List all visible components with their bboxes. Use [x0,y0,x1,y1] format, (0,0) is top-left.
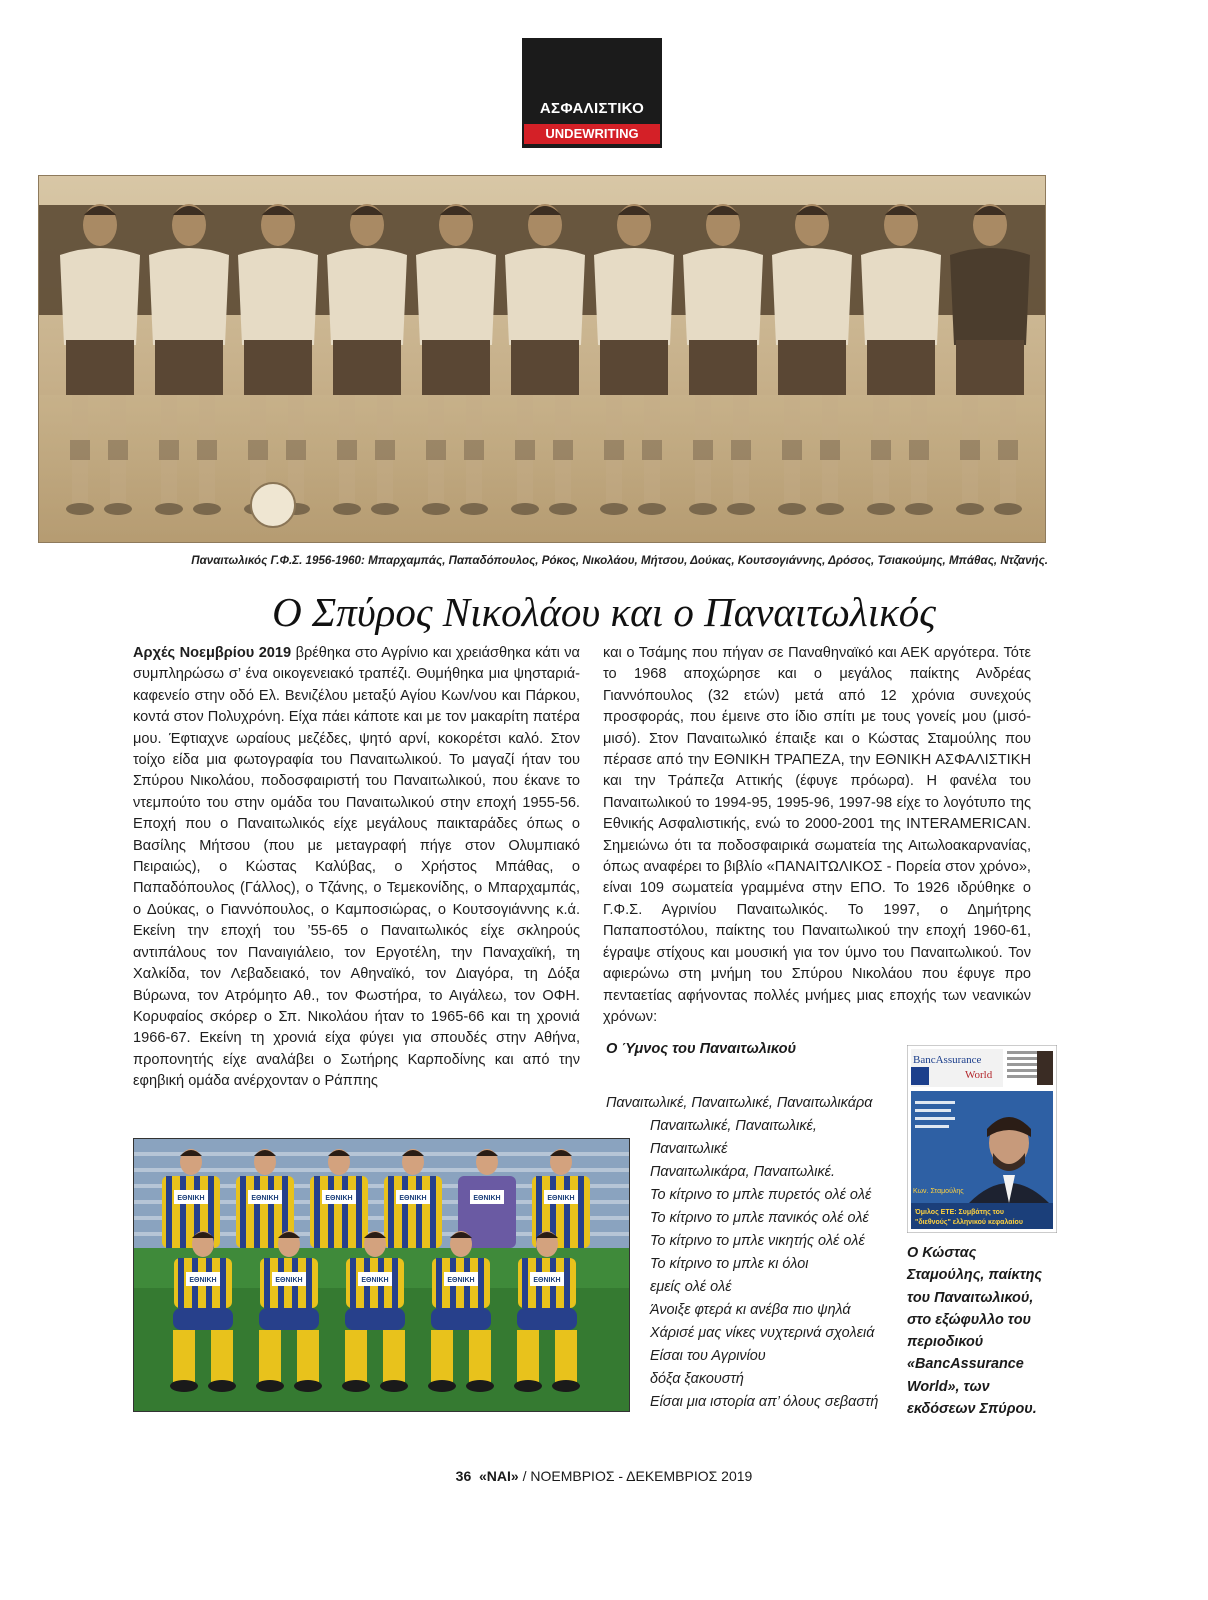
page-number: 36 [455,1468,472,1484]
jersey-sponsor-label: ΕΘΝΙΚΗ [361,1277,389,1284]
cover-masthead-sub: World [965,1069,993,1081]
article-lead: Αρχές Νοεμβρίου 2019 [133,645,292,661]
article-text-right: και ο Τσάμης που πήγαν σε Παναθηναϊκό και ΑΕΚ αργότερα. Τότε το 1968 αποχώρησε και ο μεγάλος παίκτης Ανδρέας Γιαννόπουλος (32 ετών) μετά από 12 χρόνια συνεχούς προσφοράς, που έμεινε στο ίδιο σπίτι με τους γονείς μου (μισό-μισό). Στον Παναιτωλικό έπαιξε και ο Κώστας Σταμούλης που πέρασε από την ΕΘΝΙΚΗ ΤΡΑΠΕΖΑ, την ΕΘΝΙΚΗ ΑΣΦΑΛΙΣΤΙΚΗ και την Τράπεζα Αττικής (έφυγε πρόωρα). Η φανέλα του Παναιτωλικού το 1994-95, 1995-96, 1997-98 είχε το λογότυπο της Εθνικής Ασφαλιστικής, ενώ το 2000-2001 της INTERAMERICAN. Σημειώνω ότι τα ποδοσφαιρικά σωματεία της Αιτωλοακαρνανίας, όπως αναφέρει το βιβλίο «ΠΑΝΑΙΤΩΛΙΚΟΣ - Πορεία στον χρόνο», είναι 109 σωματεία γραμμένα στην ΕΠΟ. Το 1926 ιδρύθηκε ο Γ.Φ.Σ. Αγρινίου Παναιτωλικός. Το 1997, ο Δημήτρης Παπαποστόλου, παίκτης του Παναιτωλικού την εποχή 1960-61, έγραψε στίχους και μουσική για τον ύμνο του Παναιτωλικού. Τον αφιερώνω στη μνήμη του Σπύρου Νικολάου που έφυγε προ πενταετίας αφήνοντας πολλές μνήμες μιας εποχής των νεανικών χρόνων: [603,645,1031,1025]
anthem-line: Είσαι του Αγρινίου [650,1348,766,1364]
cover-headline-name: Κων. Σταμούλης [913,1188,964,1195]
section-label-english: UNDEWRITING [524,124,660,144]
jersey-sponsor-label: ΕΘΝΙΚΗ [399,1195,427,1202]
modern-team-photo [133,1138,630,1412]
magazine-cover [907,1045,1057,1233]
anthem-line: Το κίτρινο το μπλε νικητής ολέ ολέ [650,1233,865,1249]
jersey-sponsor-label: ΕΘΝΙΚΗ [275,1277,303,1284]
cover-masthead: BancAssurance [913,1054,982,1066]
article-column-left [133,643,580,1093]
cover-caption: Ο Κώστας Σταμούλης, παίκτης του Παναιτωλικού, στο εξώφυλλο του περιοδικού «BancAssurance World», των εκδόσεων Σπύρου. [907,1245,1043,1418]
anthem-line: Άνοιξε φτερά κι ανέβα πιο ψηλά [650,1302,851,1318]
jersey-sponsor-label: ΕΘΝΙΚΗ [177,1195,205,1202]
cover-headline-line2: "διεθνούς" ελληνικού κεφαλαίου [915,1219,1023,1226]
page-footer [0,1468,1208,1484]
anthem-line: Το κίτρινο το μπλε πανικός ολέ ολέ [650,1210,869,1226]
jersey-sponsor-label: ΕΘΝΙΚΗ [547,1195,575,1202]
anthem-line: Το κίτρινο το μπλε πυρετός ολέ ολέ [650,1187,872,1203]
cover-headline-line1: Όμιλος ΕΤΕ: Συμβάτης του [915,1209,1004,1216]
anthem-line: Είσαι μια ιστορία απ’ όλους σεβαστή [650,1394,879,1410]
anthem-title: Ο Ύμνος του Παναιτωλικού [606,1041,797,1057]
anthem-line: Το κίτρινο το μπλε κι όλοι [650,1256,809,1272]
section-label-greek: ΑΣΦΑΛΙΣΤΙΚΟ [539,100,645,117]
magazine-name: «ΝΑΙ» [479,1468,519,1484]
jersey-sponsor-label: ΕΘΝΙΚΗ [189,1277,217,1284]
jersey-sponsor-label: ΕΘΝΙΚΗ [447,1277,475,1284]
anthem-line: Παναιτωλικέ [650,1141,728,1157]
anthem-line: Χάρισέ μας νίκες νυχτερινά σχολειά [650,1325,875,1341]
issue-date: / ΝΟΕΜΒΡΙΟΣ - ΔΕΚΕΜΒΡΙΟΣ 2019 [518,1468,753,1484]
article-headline: Ο Σπύρος Νικολάου και ο Παναιτωλικός [272,589,936,635]
football [251,483,295,527]
historic-team-photo [38,175,1046,543]
anthem-line: Παναιτωλικέ, Παναιτωλικέ, [650,1118,817,1134]
jersey-sponsor-label: ΕΘΝΙΚΗ [533,1277,561,1284]
article-column-right [603,643,1031,1028]
anthem-line: Παναιτωλικέ, Παναιτωλικέ, Παναιτωλικάρα [606,1095,873,1111]
anthem-line: δόξα ξακουστή [650,1371,744,1387]
jersey-sponsor-label: ΕΘΝΙΚΗ [473,1195,501,1202]
anthem-line: Παναιτωλικάρα, Παναιτωλικέ. [650,1164,835,1180]
section-tag [522,38,662,148]
jersey-sponsor-label: ΕΘΝΙΚΗ [325,1195,353,1202]
top-photo-caption: Παναιτωλικός Γ.Φ.Σ. 1956-1960: Μπαρχαμπάς, Παπαδόπουλος, Ρόκος, Νικολάου, Μήτσου, Δούκας, Κουτσογιάννης, Δρόσος, Τσιακούμης, Μπάθας, Ντζανής. [191,554,1048,567]
anthem-line: εμείς ολέ ολέ [650,1279,732,1295]
article-text-left: βρέθηκα στο Αγρίνιο και χρειάσθηκα κάτι να συμπληρώσω σ’ ένα οικογενειακό τραπέζι. Θυμήθηκα μια ψησταριά-καφενείο στην οδό Ελ. Βενιζέλου μεταξύ Αγίου Κων/νου και Πάρκου, κοντά στον Πολυχρόνη. Είχα πάει κάποτε και με τον μακαρίτη πατέρα μου. Έφτιαχνε ωραίους μεζέδες, ψητό αρνί, κοκορέτσι καλό. Στον τοίχο είδα μια φωτογραφία του Παναιτωλικού. Το μαγαζί ήταν του Σπύρου Νικολάου, ποδοσφαιριστή του Παναιτωλικού, που έκανε το ντεμπούτο του στην ομάδα του Παναιτωλικού στην εποχή 1955-56. Εποχή που ο Παναιτωλικός είχε μεγάλους παικταράδες όπως ο Βασίλης Μήτσου (που με μεταγραφή πήγε στον Ολυμπιακό Πειραιώς), ο Κώστας Καλύβας, ο Χρήστος Μπάθας, ο Παπαδόπουλος (Γάλλος), ο Τζάνης, ο Τεμεκονίδης, ο Μπαρχαμπάς, ο Δούκας, ο Γιαννόπουλος, ο Καμποσιώρας, ο Κουτσογιάννης κ.ά. Εκείνη την εποχή του ’55-65 ο Παναιτωλικός είχε σκληρούς αντιπάλους τον Παναιγιάλειο, τον Εργοτέλη, την Παναχαϊκή, τη Χαλκίδα, τον Λεβαδειακό, τον Αθηναϊκό, τον Διαγόρα, τη Δόξα Βύρωνα, τον Ατρόμητο Αθ., τον Φωστήρα, το Αιγάλεω, τον ΟΦΗ. Κορυφαίος σκόρερ ο Σπ. Νικολάου ήταν το 1965-66 και τη χρονιά 1966-67. Εκείνη τη χρονιά είχα φύγει για σπουδές στην Αθήνα, προπονητής είχε αναλάβει ο Σωτήρης Καρποδίνης και από την εφηβική ομάδα ανέρχονταν ο Ράππης [133,645,580,1090]
jersey-sponsor-label: ΕΘΝΙΚΗ [251,1195,279,1202]
